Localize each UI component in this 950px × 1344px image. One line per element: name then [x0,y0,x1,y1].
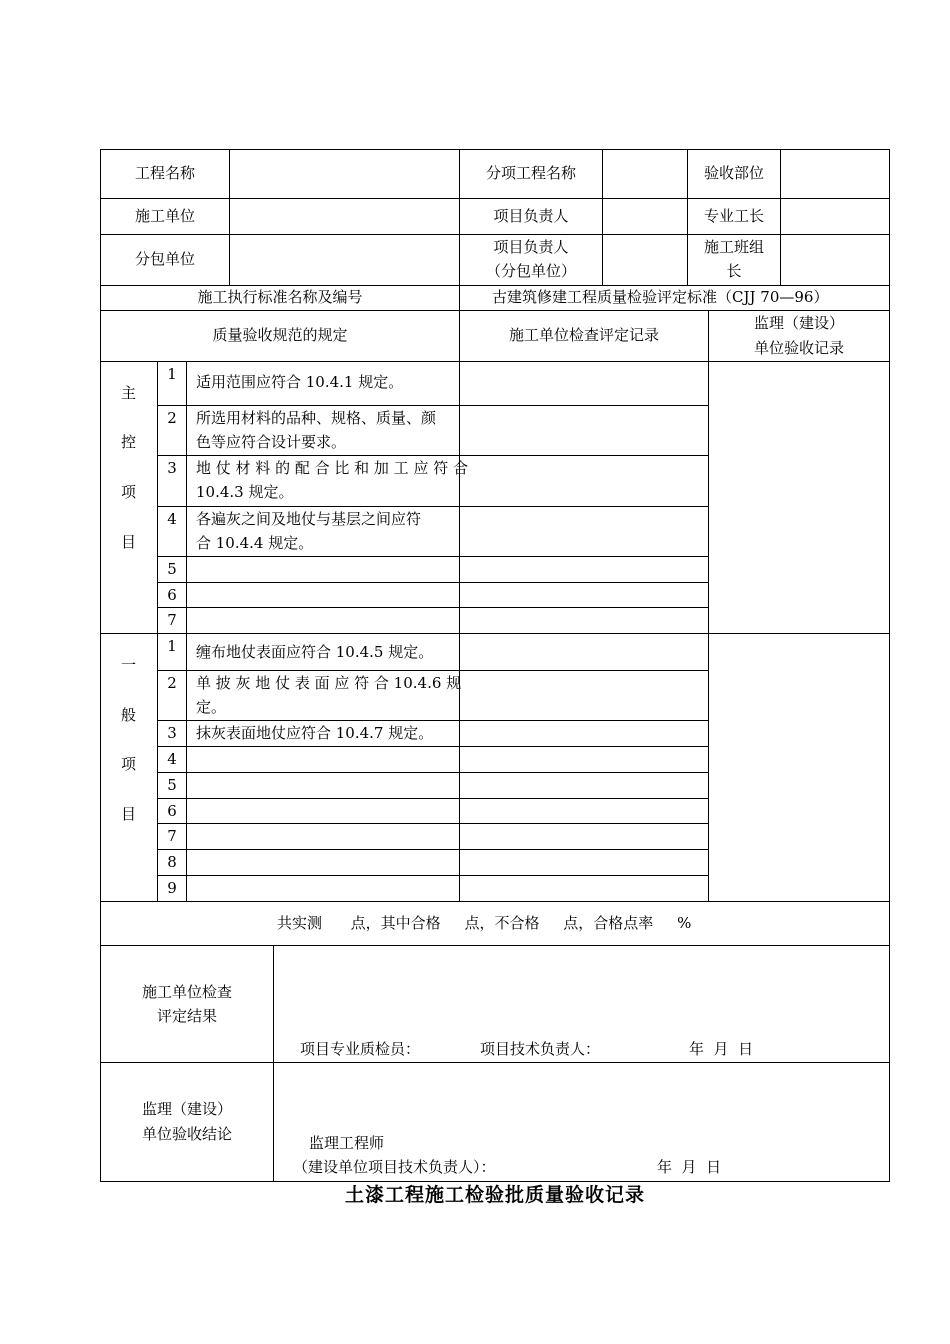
general-label-char: 目 [120,805,136,823]
contractor-result-label-2: 评定结果 [156,1007,217,1025]
contractor-result-label: 施工单位检查 [141,983,232,1001]
item-number: 2 [167,674,177,692]
main-control-label-char: 主 [120,384,136,402]
quality-inspector-signature: 项目专业质检员： [300,1040,421,1058]
check-record-column-header: 施工单位检查评定记录 [508,326,659,344]
item-spec-text-cont: 定。 [196,698,227,716]
sub-item-name-label: 分项工程名称 [485,164,576,182]
contractor-date: 年 月 日 [689,1040,754,1058]
owner-tech-lead-signature: （建设单位项目技术负责人）： [293,1158,496,1176]
foreman-label: 专业工长 [703,207,764,225]
standard-value: 古建筑修建工程质量检验评定标准（CJJ 70—96） [492,288,829,306]
main-control-label-char: 项 [120,483,136,501]
measurement-summary: 共实测 点，其中合格 点，不合格 点，合格点率 % [277,914,692,932]
item-number: 8 [167,853,177,871]
tech-lead-signature: 项目技术负责人： [480,1040,601,1058]
main-control-label-char: 控 [120,433,136,451]
item-number: 1 [167,365,177,383]
item-number: 4 [167,750,177,768]
item-spec-text-cont: 合 10.4.4 规定。 [196,534,314,552]
item-number: 4 [167,510,177,528]
item-number: 2 [167,409,177,427]
general-label-char: 般 [120,706,136,724]
team-leader-label: 施工班组 [703,238,764,256]
item-number: 9 [167,879,177,897]
spec-column-header: 质量验收规范的规定 [212,326,348,344]
item-number: 5 [167,560,177,578]
main-control-label-char: 目 [120,533,136,551]
item-spec-text: 适用范围应符合 10.4.1 规定。 [196,373,404,391]
item-number: 6 [167,802,177,820]
item-spec-text: 各遍灰之间及地仗与基层之间应符 [196,510,422,528]
project-manager-label: 项目负责人 [493,207,569,225]
item-number: 3 [167,724,177,742]
supervisor-column-header-2: 单位验收记录 [753,339,844,357]
supervisor-result-label-2: 单位验收结论 [141,1125,232,1143]
project-name-label: 工程名称 [134,164,195,182]
acceptance-part-label: 验收部位 [703,164,764,182]
item-spec-text: 单 披 灰 地 仗 表 面 应 符 合 10.4.6 规 [196,674,462,692]
item-spec-text: 所选用材料的品种、规格、质量、颜 [196,409,437,427]
item-spec-text: 地 仗 材 料 的 配 合 比 和 加 工 应 符 合 [196,459,468,477]
general-label-char: 一 [120,656,136,674]
supervisor-column-header: 监理（建设） [753,314,844,332]
supervisor-date: 年 月 日 [657,1158,722,1176]
standard-label: 施工执行标准名称及编号 [197,288,363,306]
item-number: 1 [167,637,177,655]
subcontractor-label: 分包单位 [134,250,195,268]
item-number: 5 [167,776,177,794]
item-spec-text: 缠布地仗表面应符合 10.4.5 规定。 [196,643,434,661]
supervisor-result-label: 监理（建设） [141,1100,232,1118]
item-number: 3 [167,459,177,477]
item-spec-text-cont: 10.4.3 规定。 [196,483,294,501]
item-number: 7 [167,611,177,629]
supervising-engineer-signature: 监理工程师 [309,1134,385,1152]
item-spec-text: 抹灰表面地仗应符合 10.4.7 规定。 [196,724,434,742]
document-title: 土漆工程施工检验批质量验收记录 [344,1184,645,1206]
item-number: 6 [167,586,177,604]
construction-unit-label: 施工单位 [134,207,195,225]
sub-manager-label: 项目负责人 [493,238,569,256]
sub-manager-label-unit: （分包单位） [485,262,576,280]
item-spec-text-cont: 色等应符合设计要求。 [196,433,347,451]
team-leader-label-cont: 长 [726,262,742,280]
item-number: 7 [167,827,177,845]
general-label-char: 项 [120,755,136,773]
